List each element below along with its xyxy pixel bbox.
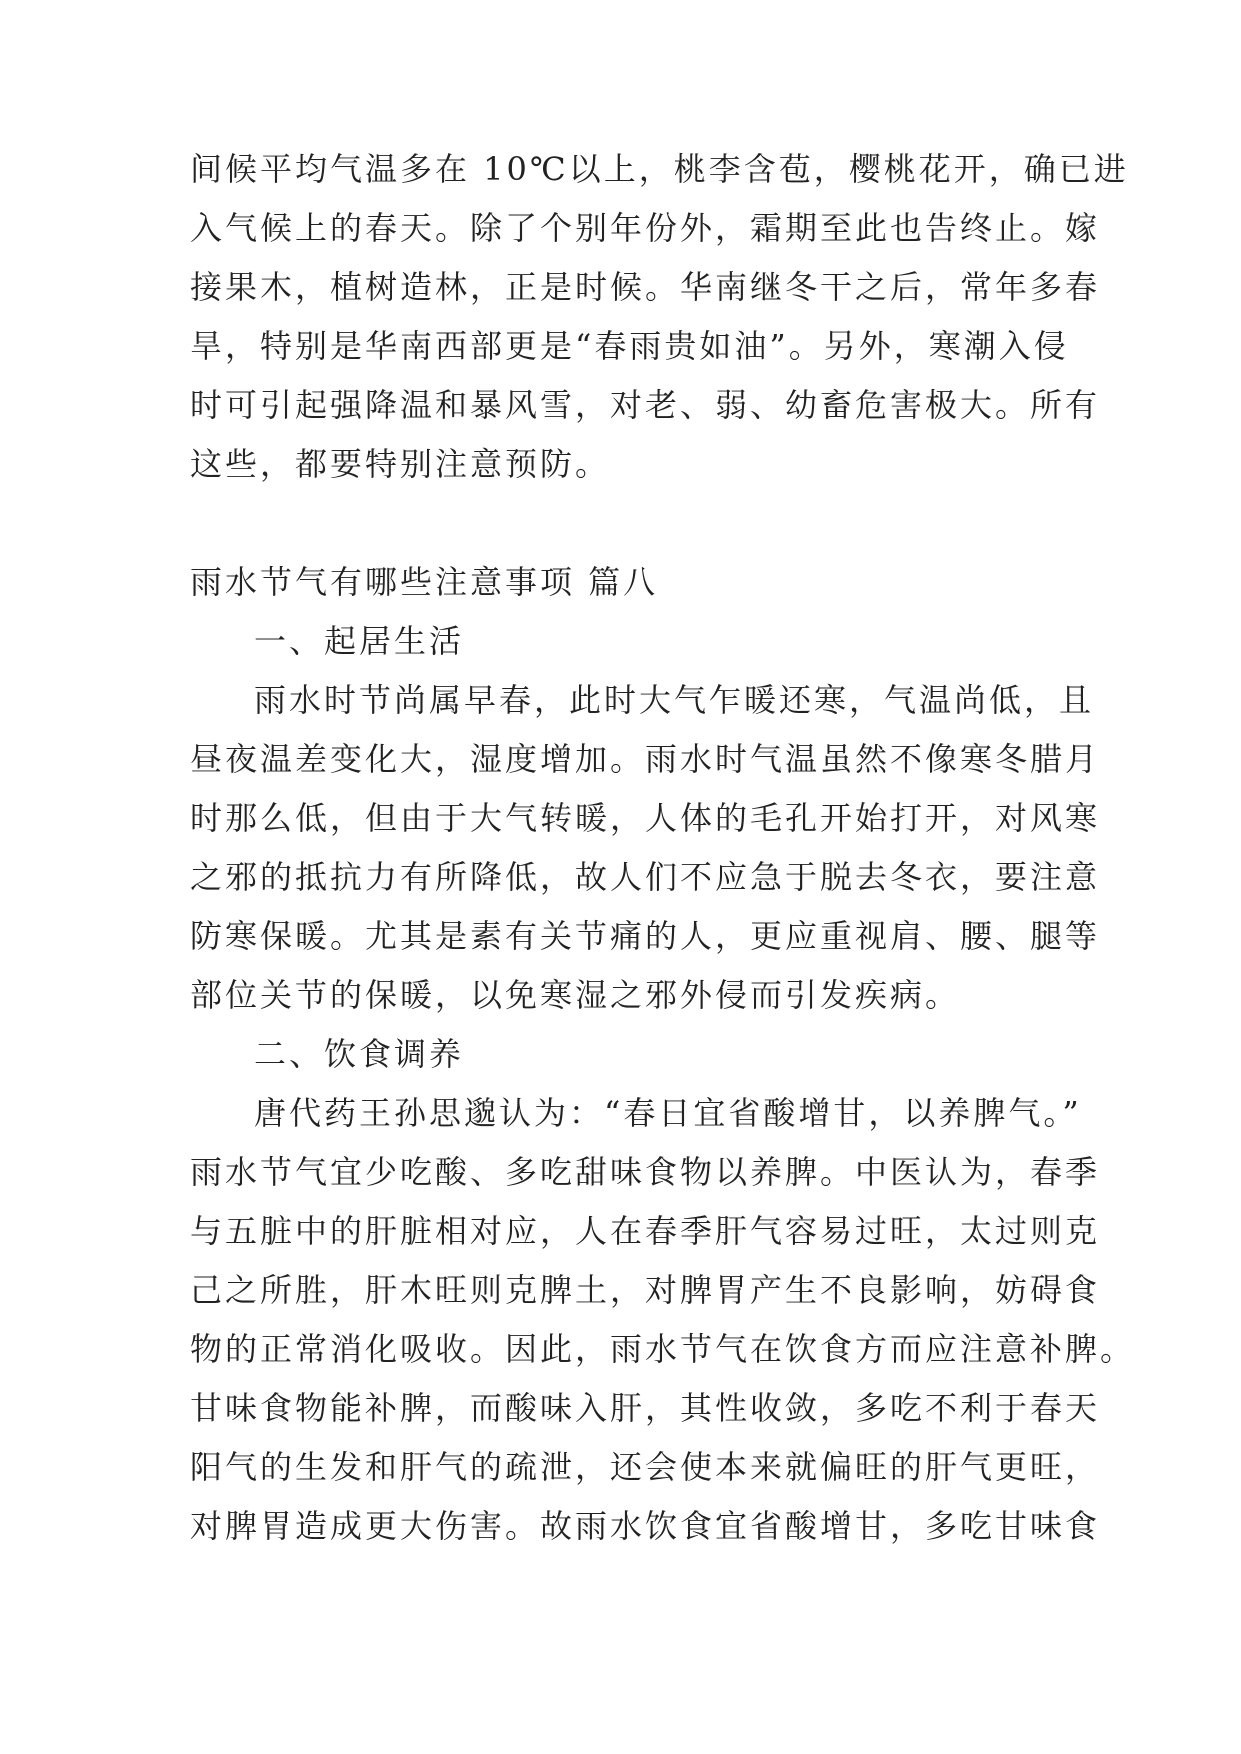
paragraph-line: 雨水节气宜少吃酸、多吃甜味食物以养脾。中医认为，春季 — [190, 1153, 1101, 1191]
subsection-heading: 一、起居生活 — [254, 622, 465, 660]
continuation-line: 入气候上的春天。除了个别年份外，霜期至此也告终止。嫁 — [190, 209, 1101, 247]
section-title: 雨水节气有哪些注意事项 篇八 — [190, 563, 659, 601]
paragraph-line: 防寒保暖。尤其是素有关节痛的人，更应重视肩、腰、腿等 — [190, 917, 1101, 955]
subsection-heading: 二、饮食调养 — [254, 1035, 465, 1073]
continuation-line: 这些，都要特别注意预防。 — [190, 445, 611, 483]
paragraph-line: 雨水时节尚属早春，此时大气乍暖还寒，气温尚低，且 — [254, 681, 1095, 719]
paragraph-line: 部位关节的保暖，以免寒湿之邪外侵而引发疾病。 — [190, 976, 961, 1014]
paragraph-line: 与五脏中的肝脏相对应，人在春季肝气容易过旺，太过则克 — [190, 1212, 1101, 1250]
paragraph-line: 阳气的生发和肝气的疏泄，还会使本来就偏旺的肝气更旺， — [190, 1448, 1101, 1486]
continuation-line: 间候平均气温多在 10℃以上，桃李含苞，樱桃花开，确已进 — [190, 150, 1129, 188]
paragraph-line: 唐代药王孙思邈认为：“春日宜省酸增甘，以养脾气。” — [254, 1094, 1082, 1132]
paragraph-line: 己之所胜，肝木旺则克脾土，对脾胃产生不良影响，妨碍食 — [190, 1271, 1101, 1309]
paragraph-line: 昼夜温差变化大，湿度增加。雨水时气温虽然不像寒冬腊月 — [190, 740, 1101, 778]
continuation-line: 时可引起强降温和暴风雪，对老、弱、幼畜危害极大。所有 — [190, 386, 1101, 424]
continuation-line: 旱，特别是华南西部更是“春雨贵如油”。另外，寒潮入侵 — [190, 327, 1069, 365]
paragraph-line: 物的正常消化吸收。因此，雨水节气在饮食方而应注意补脾。 — [190, 1330, 1136, 1368]
paragraph-line: 时那么低，但由于大气转暖，人体的毛孔开始打开，对风寒 — [190, 799, 1101, 837]
continuation-line: 接果木，植树造林，正是时候。华南继冬干之后，常年多春 — [190, 268, 1101, 306]
paragraph-line: 甘味食物能补脾，而酸味入肝，其性收敛，多吃不利于春天 — [190, 1389, 1101, 1427]
paragraph-line: 之邪的抵抗力有所降低，故人们不应急于脱去冬衣，要注意 — [190, 858, 1101, 896]
paragraph-line: 对脾胃造成更大伤害。故雨水饮食宜省酸增甘，多吃甘味食 — [190, 1507, 1101, 1545]
